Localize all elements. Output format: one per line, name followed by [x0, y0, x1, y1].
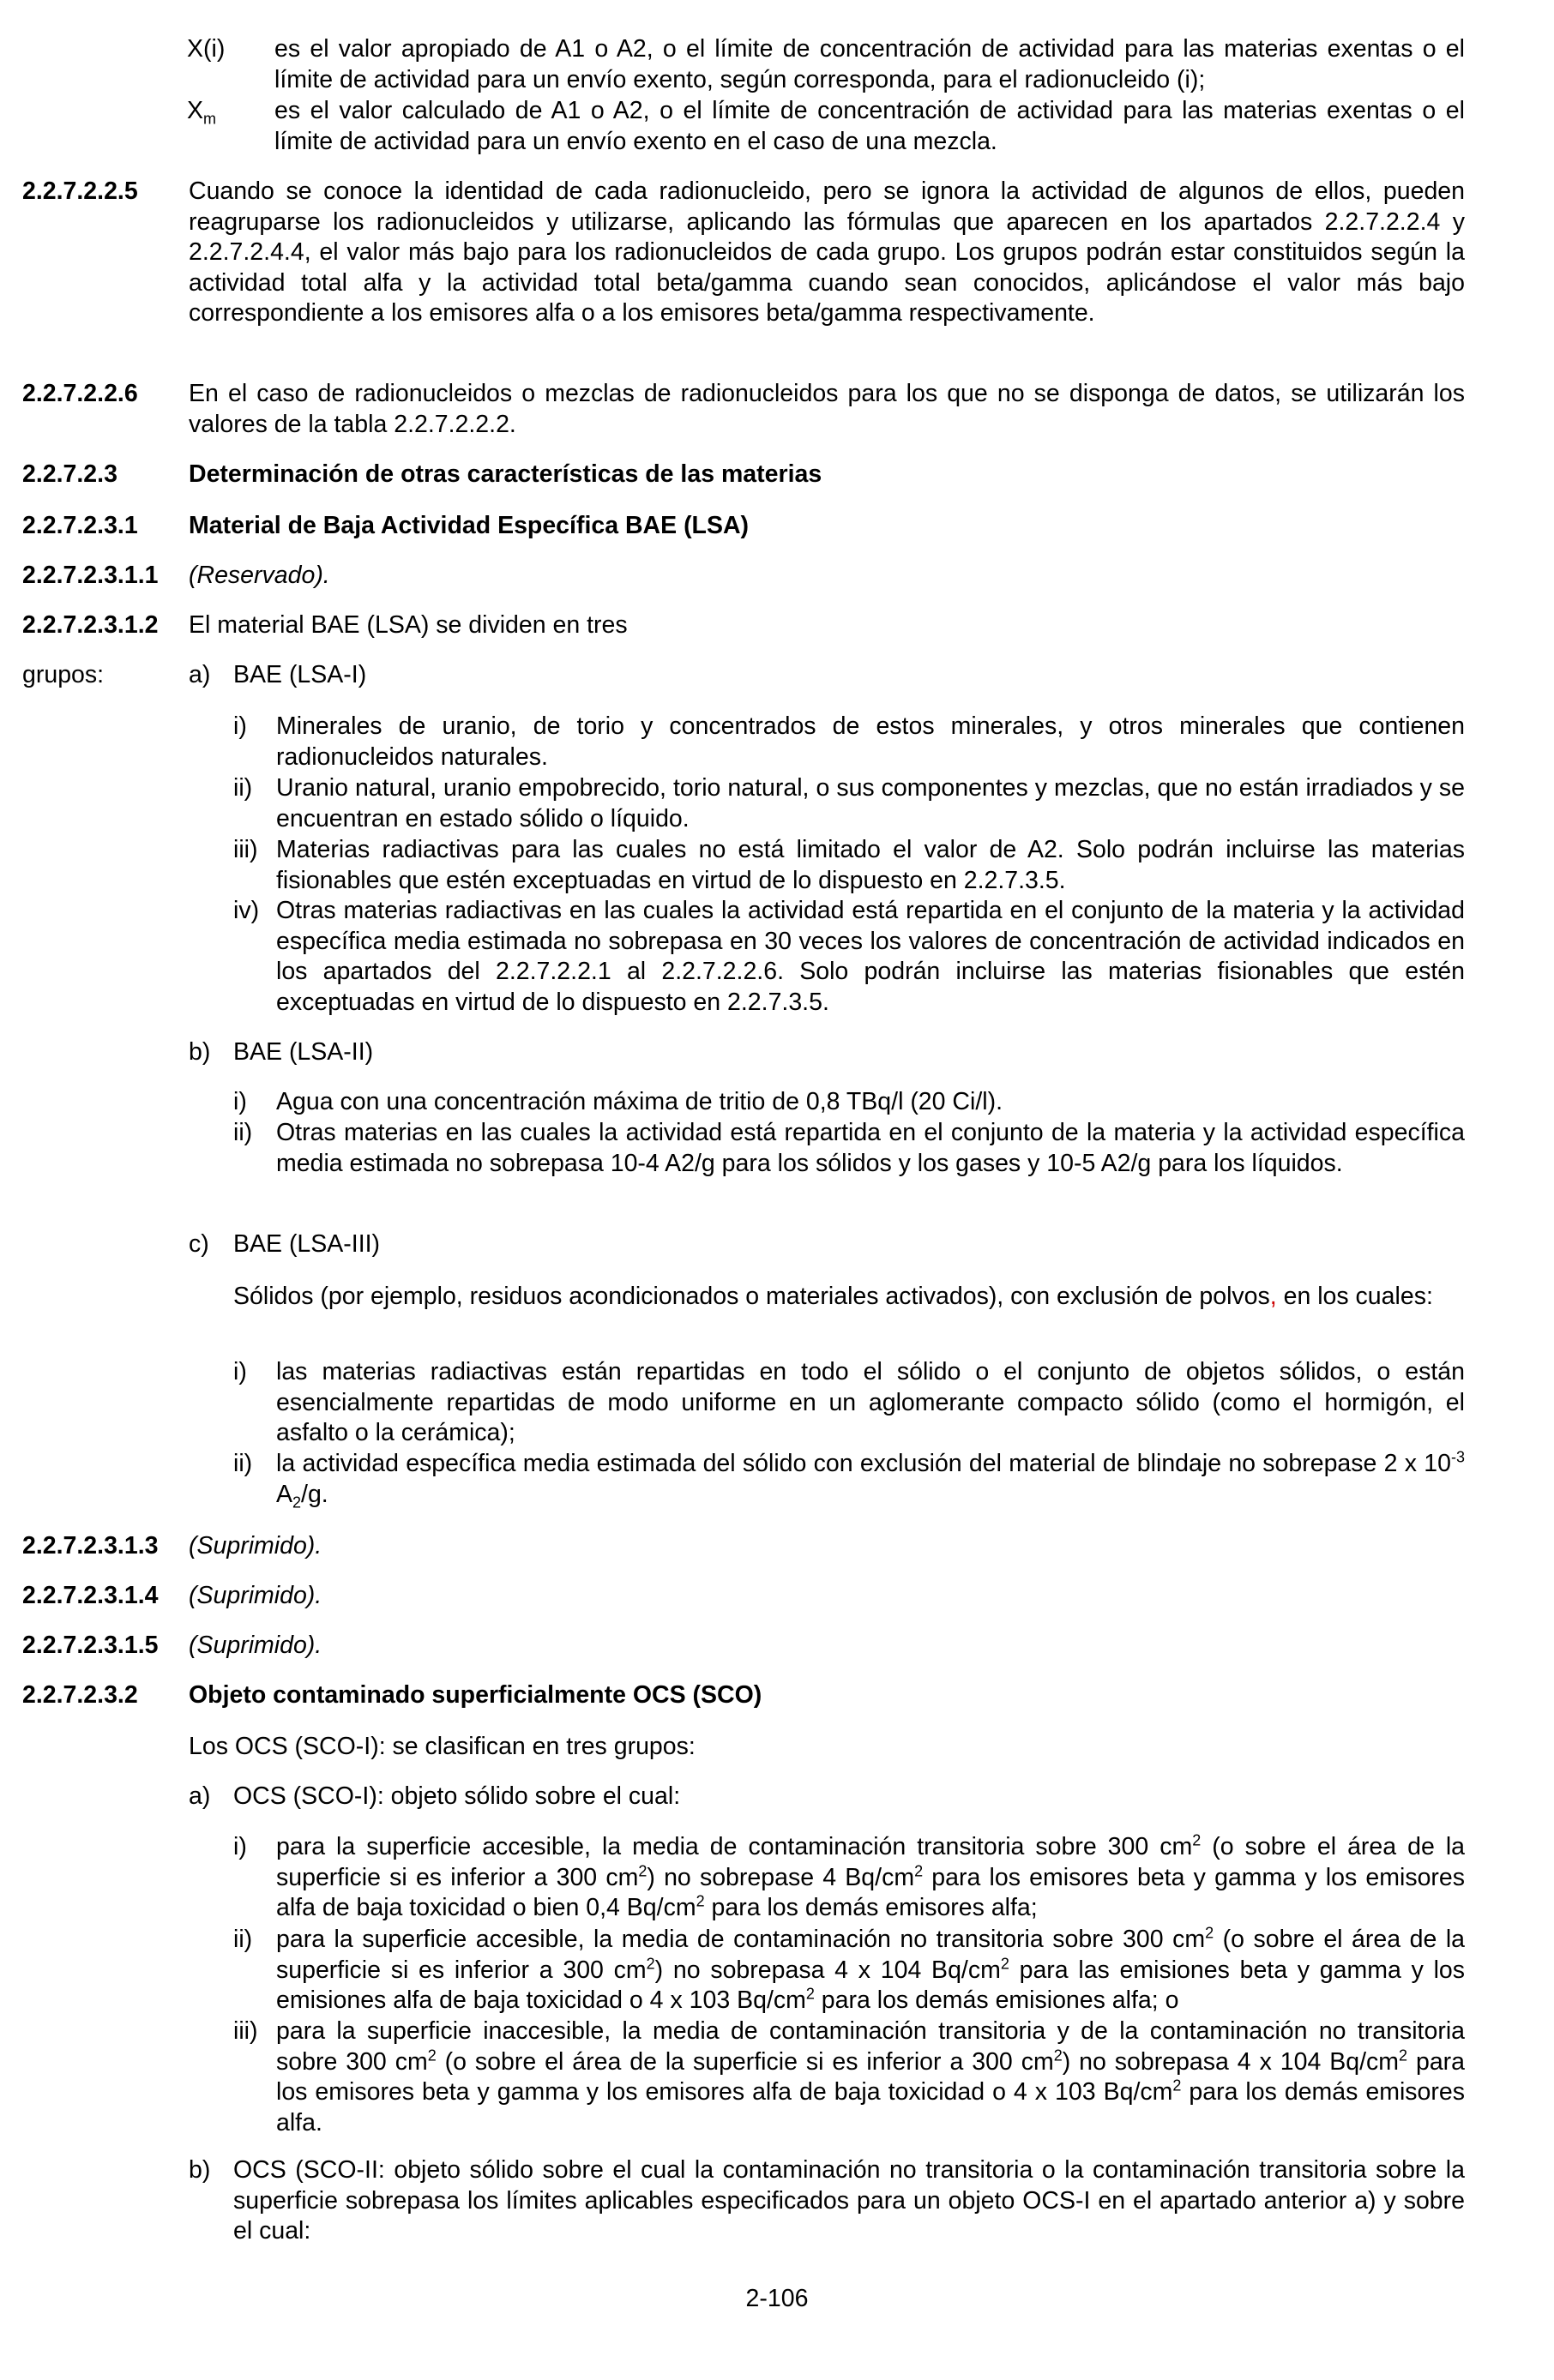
list-marker: ii)	[233, 1450, 253, 1477]
section-paragraph: Cuando se conoce la identidad de cada radionucleido, pero se ignora la actividad de algunos de ellos, pueden reagruparse los radionucleidos y utilizarse, aplicando las fórmulas que aparecen en los apartados 2.2.7.2.2.4 y 2.2.7.2.4.4, el valor más bajo para los radionucleidos de cada grupo. Los grupos podrán estar constituidos según la actividad total alfa y la actividad total beta/gamma cuando sean conocidos, aplicándose el valor más bajo correspondiente a los emisores alfa o a los emisores beta/gamma respectivamente.	[189, 177, 1465, 327]
list-item: para la superficie inaccesible, la media de contaminación transitoria y de la contaminación no transitoria sobre 300 $cm^2$ (o sobre el área de la superficie si es inferior a 300 $cm^2$) no sobrepasa 4 x 104 $Bq/cm^2$ para los emisores beta y gamma y los emisores alfa de baja toxicidad o 4 x 103 $Bq/cm^2$ para los demás emisores alfa.	[276, 2017, 1466, 2137]
list-item: Minerales de uranio, de torio y concentrados de estos minerales, y otros minerales que contienen radionucleidos naturales.	[276, 712, 1465, 771]
page-number: 2-106	[745, 2285, 809, 2312]
section-text: (Suprimido).	[189, 1632, 322, 1659]
list-marker: iii)	[233, 2017, 258, 2045]
list-marker: ii)	[233, 1926, 253, 1953]
list-item: las materias radiactivas están repartidas en todo el sólido o el conjunto de objetos sólidos, o están esencialmente repartidas de modo uniforme en un aglomerante compacto sólido (como el hormigón, el asfalto o la cerámica);	[276, 1358, 1465, 1446]
list-marker: a)	[189, 1782, 211, 1810]
list-marker: iii)	[233, 836, 258, 863]
def-xi-label: X(i)	[187, 35, 226, 63]
section-number: 2.2.7.2.3.1.4	[22, 1582, 159, 1609]
section-text-continuation: grupos:	[22, 661, 105, 688]
list-heading: OCS (SCO-I): objeto sólido sobre el cual:	[233, 1782, 681, 1810]
section-number: 2.2.7.2.3.2	[22, 1681, 138, 1709]
list-heading: BAE (LSA-I)	[233, 661, 367, 688]
list-marker: i)	[233, 712, 247, 740]
list-marker: i)	[233, 1088, 247, 1115]
def-xi-text: es el valor apropiado de A1 o A2, o el límite de concentración de actividad para las materias exentas o el límite de actividad para un envío exento, según corresponda, para el radionucleido (i);	[274, 35, 1465, 93]
list-marker: a)	[189, 661, 211, 688]
list-marker: ii)	[233, 774, 253, 802]
list-item: para la superficie accesible, la media de contaminación no transitoria sobre 300 $cm^2$ (o sobre el área de la superficie si es inferior a 300 $cm^2$) no sobrepasa 4 x 104 $Bq/cm^2$ para las emisiones beta y gamma y los emisiones alfa de baja toxicidad o 4 x 103 $Bq/cm^2$ para los demás emisiones alfa; o	[276, 1924, 1466, 2014]
list-marker: b)	[189, 1038, 211, 1066]
list-marker: i)	[233, 1833, 247, 1860]
section-number: 2.2.7.2.3.1.1	[22, 562, 159, 589]
list-item: Otras materias en las cuales la actividad está repartida en el conjunto de la materia y la actividad específica media estimada no sobrepasa 10-4 A2/g para los sólidos y los gases y 10-5 A2/g para los líquidos.	[276, 1119, 1465, 1177]
section-number: 2.2.7.2.2.5	[22, 177, 138, 205]
list-item: Otras materias radiactivas en las cuales la actividad está repartida en el conjunto de la materia y la actividad específica media estimada no sobrepasa en 30 veces los valores de concentración de actividad indicados en los apartados del 2.2.7.2.2.1 al 2.2.7.2.2.6. Solo podrán incluirse las materias fisionables que estén exceptuadas en virtud de lo dispuesto en 2.2.7.3.5.	[276, 897, 1465, 1016]
tracked-change-comma: ,	[1269, 1283, 1277, 1310]
list-item: la actividad específica media estimada del sólido con exclusión del material de blindaje no sobrepase 2 x $10^{-3}$ $A_2/g$.	[276, 1448, 1465, 1512]
list-marker: iv)	[233, 897, 260, 924]
list-item: Materias radiactivas para las cuales no está limitado el valor de A2. Solo podrán incluirse las materias fisionables que estén exceptuadas en virtud de lo dispuesto en 2.2.7.3.5.	[276, 836, 1465, 894]
section-number: 2.2.7.2.3.1	[22, 512, 138, 539]
section-number: 2.2.7.2.3.1.3	[22, 1532, 159, 1560]
section-text: (Suprimido).	[189, 1582, 322, 1609]
list-item: Agua con una concentración máxima de tritio de 0,8 TBq/l (20 Ci/l).	[276, 1088, 1003, 1115]
section-number: 2.2.7.2.3	[22, 460, 117, 488]
section-heading: Objeto contaminado superficialmente OCS (SCO)	[189, 1681, 762, 1709]
section-text: (Reservado).	[189, 562, 330, 589]
section-number: 2.2.7.2.2.6	[22, 380, 138, 407]
list-item: para la superficie accesible, la media de contaminación transitoria sobre 300 $cm^2$ (o sobre el área de la superficie si es inferior a 300 $cm^2$) no sobrepase 4 $Bq/cm^2$ para los emisores beta y gamma y los emisores alfa de baja toxicidad o bien 0,4 $Bq/cm^2$ para los demás emisores alfa;	[276, 1831, 1466, 1921]
def-xm-label: $X_m$	[187, 97, 217, 128]
section-heading: Material de Baja Actividad Específica BAE (LSA)	[189, 512, 750, 539]
list-item: Uranio natural, uranio empobrecido, torio natural, o sus componentes y mezclas, que no están irradiados y se encuentran en estado sólido o líquido.	[276, 774, 1465, 832]
list-marker: ii)	[233, 1119, 253, 1146]
section-number: 2.2.7.2.3.1.5	[22, 1632, 159, 1659]
list-intro: Sólidos (por ejemplo, residuos acondicionados o materiales activados), con exclusión de polvos, en los cuales:	[233, 1283, 1433, 1310]
list-heading: BAE (LSA-II)	[233, 1038, 374, 1066]
list-marker: b)	[189, 2156, 211, 2184]
list-heading: BAE (LSA-III)	[233, 1230, 381, 1258]
section-number: 2.2.7.2.3.1.2	[22, 611, 159, 639]
section-text: El material BAE (LSA) se dividen en tres	[189, 611, 628, 639]
section-heading: Determinación de otras características de las materias	[189, 460, 822, 488]
section-paragraph: En el caso de radionucleidos o mezclas de radionucleidos para los que no se disponga de datos, se utilizarán los valores de la tabla 2.2.7.2.2.2.	[189, 380, 1465, 438]
def-xm-text: es el valor calculado de A1 o A2, o el límite de concentración de actividad para las materias exentas o el límite de actividad para un envío exento en el caso de una mezcla.	[274, 97, 1465, 155]
section-text: Los OCS (SCO-I): se clasifican en tres grupos:	[189, 1733, 696, 1760]
list-item: OCS (SCO-II: objeto sólido sobre el cual la contaminación no transitoria o la contaminación transitoria sobre la superficie sobrepasa los límites aplicables especificados para un objeto OCS-I en el apartado anterior a) y sobre el cual:	[233, 2156, 1465, 2245]
list-marker: i)	[233, 1358, 247, 1385]
section-text: (Suprimido).	[189, 1532, 322, 1560]
list-marker: c)	[189, 1230, 209, 1258]
